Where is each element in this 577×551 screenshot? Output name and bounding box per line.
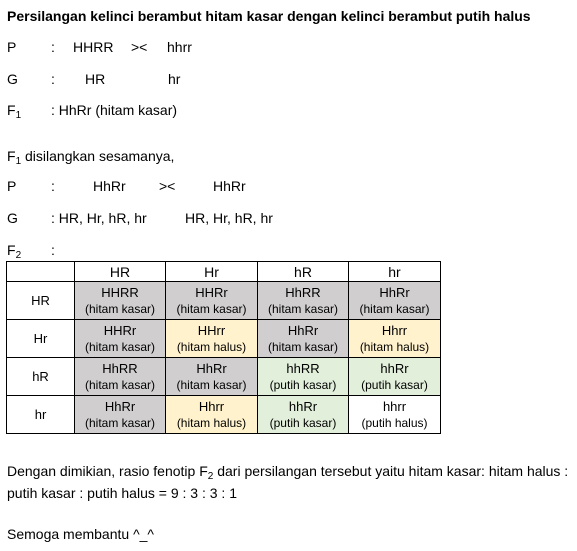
offspring-cell: hhRr (putih kasar) [349, 358, 441, 396]
col-header: hr [349, 262, 441, 282]
cross-symbol: >< [159, 178, 176, 194]
page-title: Persilangan kelinci berambut hitam kasar dengan kelinci berambut putih halus [7, 8, 531, 24]
offspring-cell: HHrr (hitam halus) [166, 320, 258, 358]
punnett-square [6, 261, 441, 434]
row-header: hR [7, 358, 75, 396]
offspring-cell: HHRr (hitam kasar) [166, 282, 258, 320]
parent-right: hhrr [167, 39, 192, 55]
header-row [7, 262, 441, 282]
gamete-right: HR, Hr, hR, hr [185, 210, 273, 226]
f1-result: : HhRr (hitam kasar) [51, 102, 178, 118]
cross-symbol: >< [131, 39, 148, 55]
row-header: hr [7, 396, 75, 434]
offspring-cell: HHRr (hitam kasar) [75, 320, 166, 358]
row-header: HR [7, 282, 75, 320]
offspring-cell: Hhrr (hitam halus) [166, 396, 258, 434]
col-header: Hr [166, 262, 258, 282]
conclusion-text: Dengan dimikian, rasio fenotip $F_2$ dari persilangan tersebut yaitu hitam kasar: hitam halus : putih kasar : putih halus = 9 : 3 : 3 : 1 [7, 463, 569, 501]
offspring-cell: hhrr (putih halus) [349, 396, 441, 434]
colon: : [51, 71, 55, 87]
offspring-cell: HHRR (hitam kasar) [75, 282, 166, 320]
g-label: G [7, 71, 18, 87]
offspring-cell: HhRR (hitam kasar) [258, 282, 349, 320]
f2-label: $F_2$ [7, 242, 22, 261]
p-label: P [7, 39, 17, 55]
offspring-cell: HhRr (hitam kasar) [166, 358, 258, 396]
gamete-right: hr [168, 71, 181, 87]
row-header: Hr [7, 320, 75, 358]
colon: : [51, 242, 55, 258]
table-row [7, 320, 441, 358]
offspring-cell: Hhrr (hitam halus) [349, 320, 441, 358]
parent-left: HhRr [93, 178, 126, 194]
g-label: G [7, 210, 18, 226]
colon: : [51, 39, 55, 55]
offspring-cell: hhRr (putih kasar) [258, 396, 349, 434]
offspring-cell: HhRr (hitam kasar) [258, 320, 349, 358]
offspring-cell: HhRr (hitam kasar) [349, 282, 441, 320]
corner-cell [7, 262, 75, 282]
f1-label: $F_1$ [7, 102, 22, 121]
gamete-left: : HR, Hr, hR, hr [51, 210, 147, 226]
closing-text: Semoga membantu ^_^ [7, 526, 154, 542]
col-header: HR [75, 262, 166, 282]
offspring-cell: HhRR (hitam kasar) [75, 358, 166, 396]
parent-left: HHRR [73, 39, 114, 55]
table-row [7, 282, 441, 320]
table-row [7, 396, 441, 434]
gamete-left: HR [85, 71, 106, 87]
offspring-cell: hhRR (putih kasar) [258, 358, 349, 396]
p-label: P [7, 178, 17, 194]
table-row [7, 358, 441, 396]
parent-right: HhRr [213, 178, 246, 194]
f1-intro: $F_1$ disilangkan sesamanya, [7, 148, 175, 167]
offspring-cell: HhRr (hitam kasar) [75, 396, 166, 434]
colon: : [51, 178, 55, 194]
col-header: hR [258, 262, 349, 282]
